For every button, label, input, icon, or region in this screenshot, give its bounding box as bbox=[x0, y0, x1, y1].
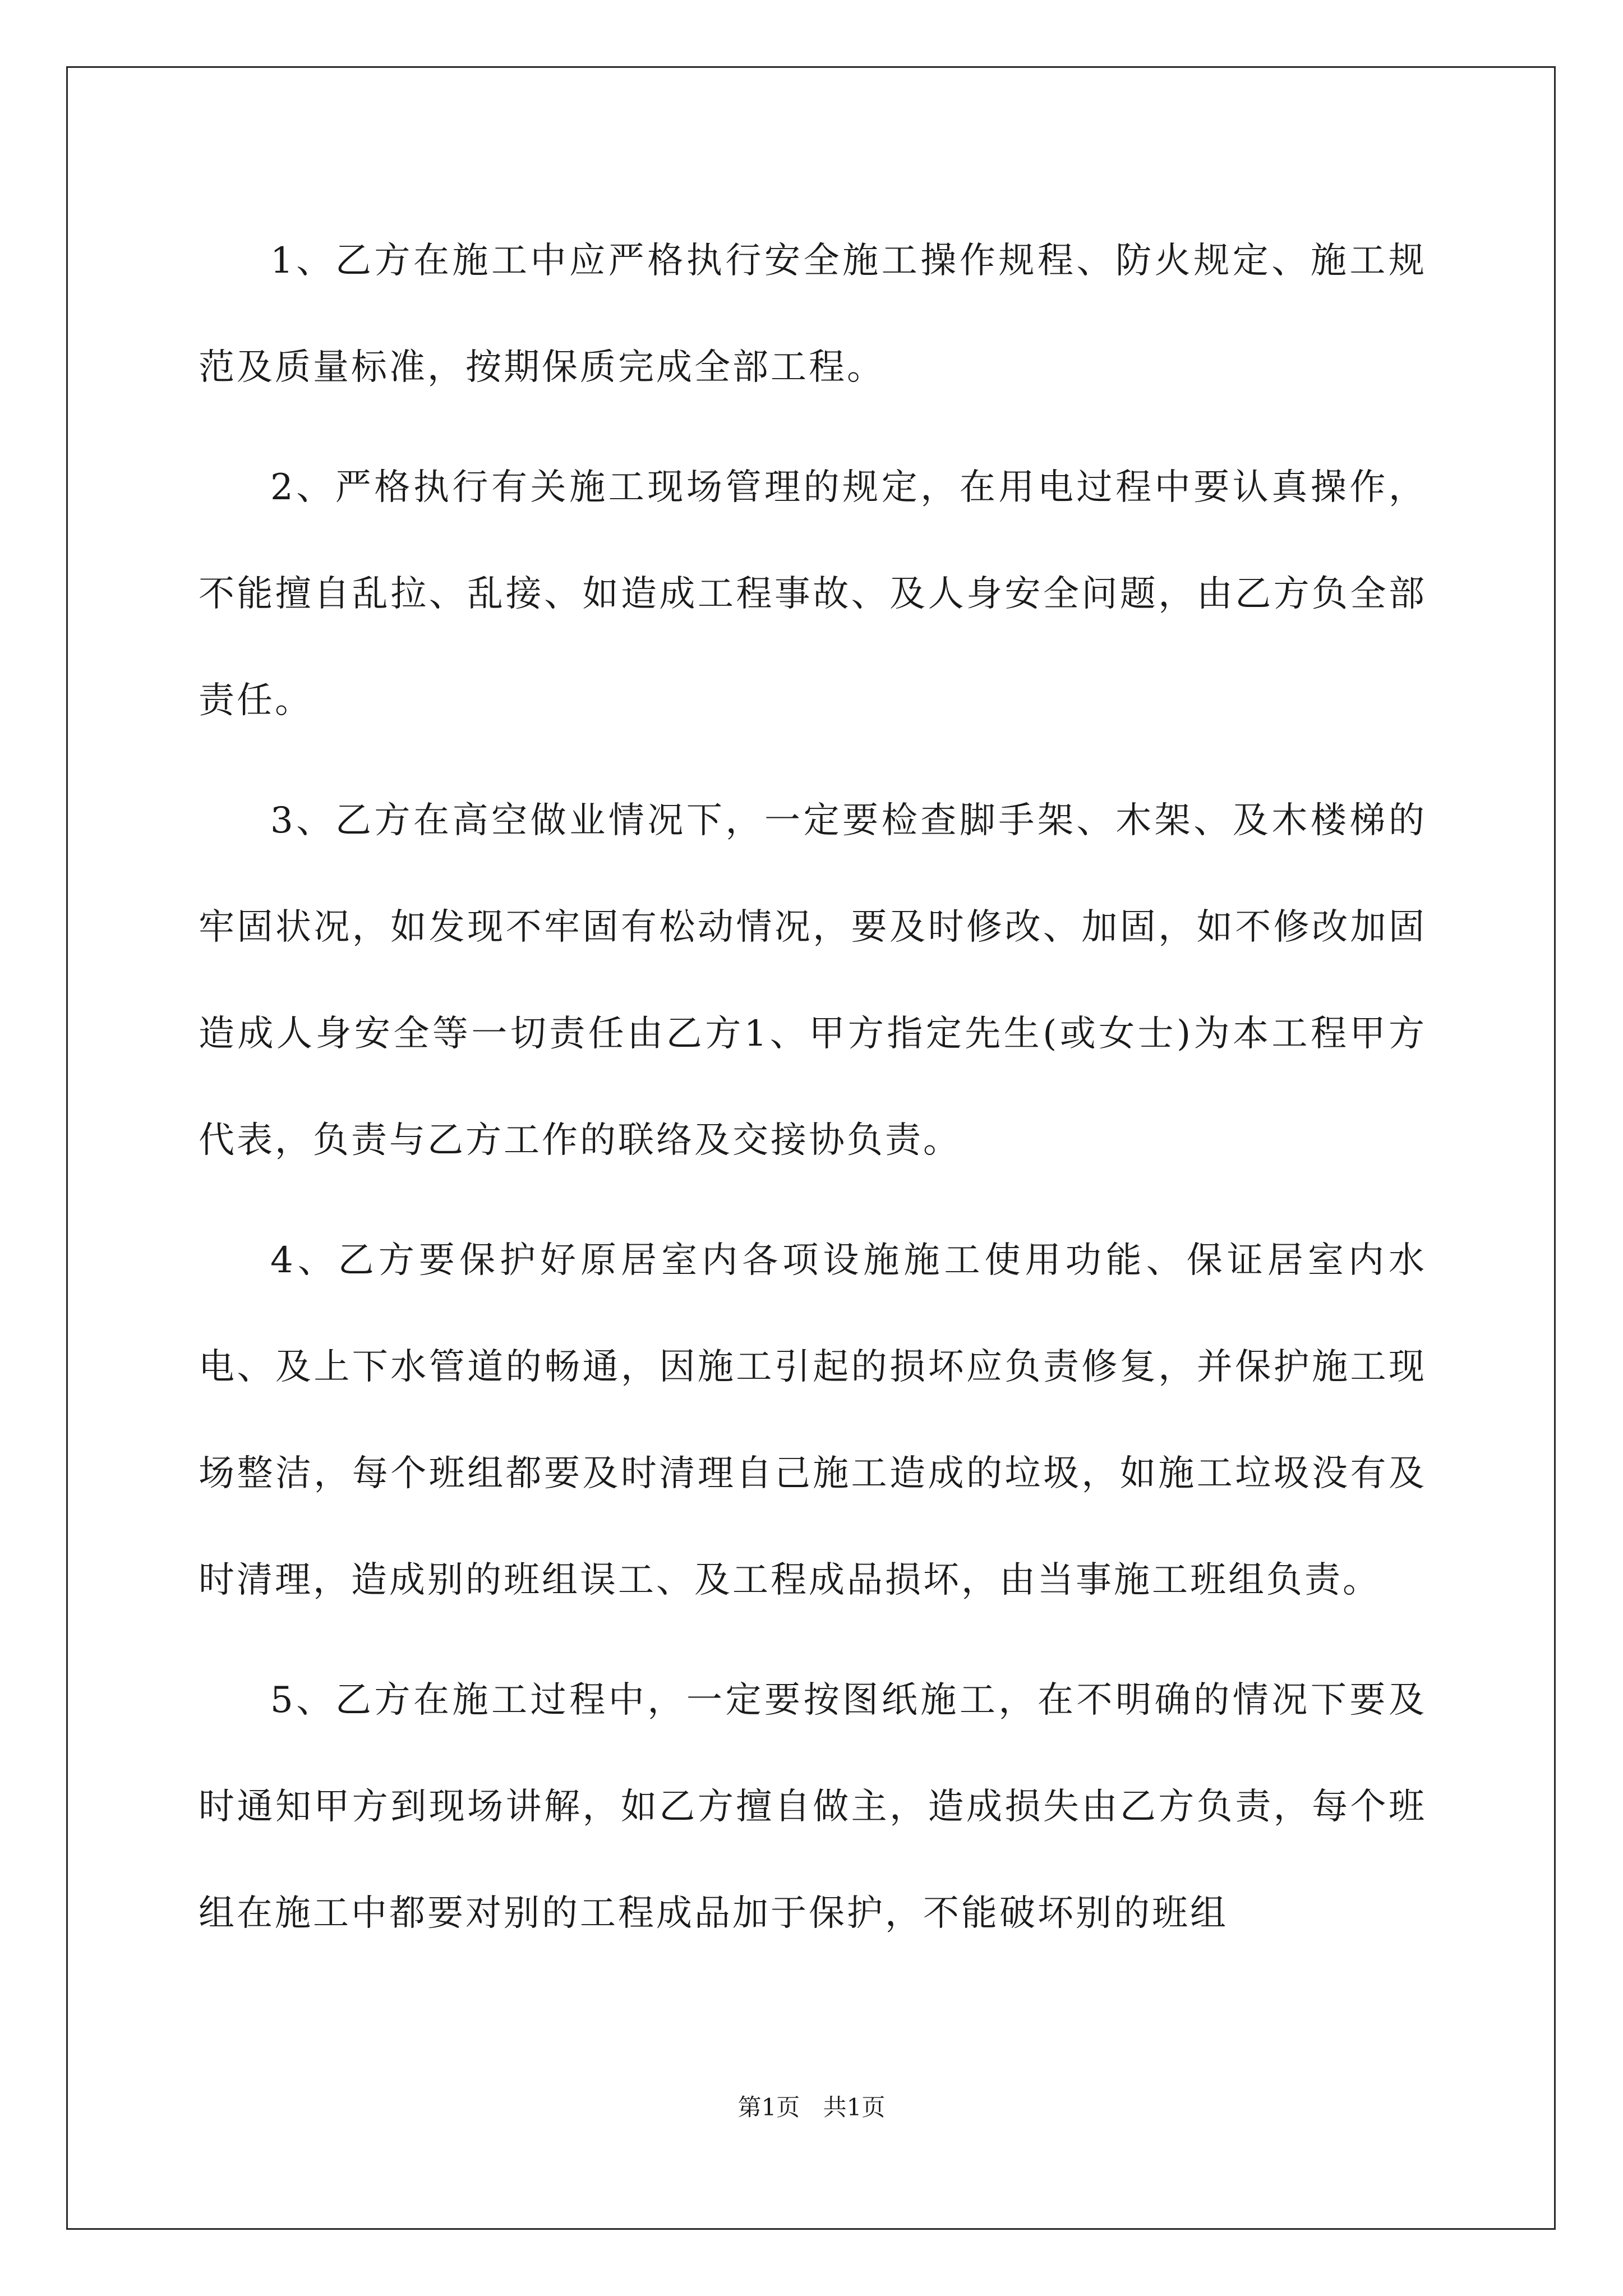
paragraph-4: 4、乙方要保护好原居室内各项设施施工使用功能、保证居室内水电、及上下水管道的畅通，因施工引起的损坏应负责修复，并保护施工现场整洁，每个班组都要及时清理自己施工造成的垃圾，如施工垃圾没有及时清理，造成别的班组误工、及工程成品损坏，由当事施工班组负责。 bbox=[199, 1240, 1427, 1601]
paragraph-2: 2、严格执行有关施工现场管理的规定，在用电过程中要认真操作，不能擅自乱拉、乱接、如造成工程事故、及人身安全问题，由乙方负全部责任。 bbox=[199, 467, 1427, 721]
paragraph-5: 5、乙方在施工过程中，一定要按图纸施工，在不明确的情况下要及时通知甲方到现场讲解，如乙方擅自做主，造成损失由乙方负责，每个班组在施工中都要对别的工程成品加于保护，不能破坏别的班组 bbox=[199, 1680, 1427, 1934]
document-body bbox=[199, 208, 1427, 1980]
page-total: 共1页 bbox=[823, 2093, 886, 2121]
paragraph-3: 3、乙方在高空做业情况下，一定要检查脚手架、木架、及木楼梯的牢固状况，如发现不牢固有松动情况，要及时修改、加固，如不修改加固造成人身安全等一切责任由乙方1、甲方指定先生(或女士)为本工程甲方代表，负责与乙方工作的联络及交接协负责。 bbox=[199, 800, 1427, 1161]
page-footer bbox=[0, 2089, 1623, 2123]
paragraph-1: 1、乙方在施工中应严格执行安全施工操作规程、防火规定、施工规范及质量标准，按期保质完成全部工程。 bbox=[199, 240, 1427, 388]
page-number: 第1页 bbox=[737, 2093, 800, 2121]
